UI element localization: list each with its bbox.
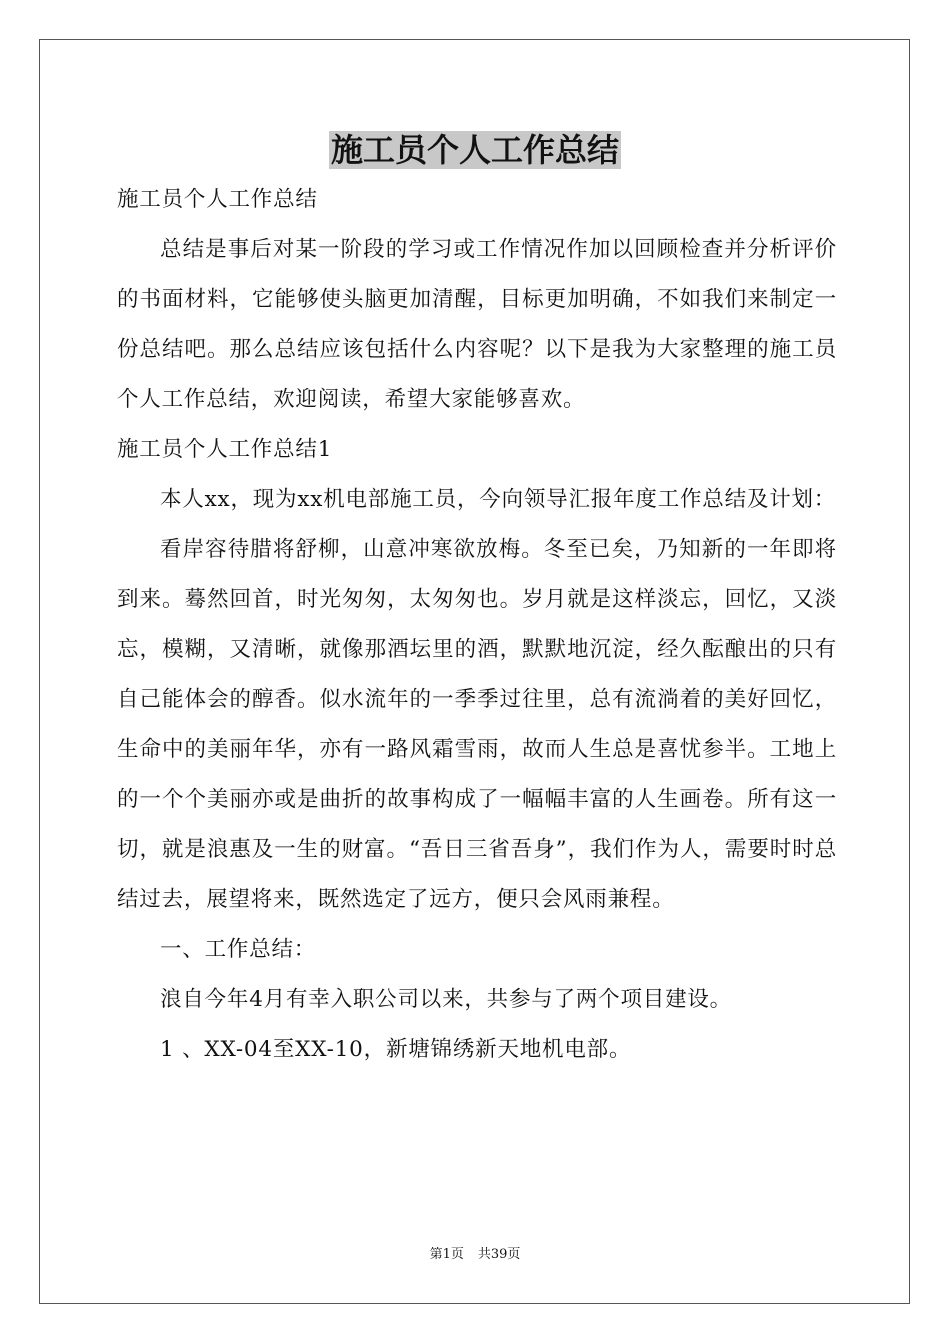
body-paragraph: 施工员个人工作总结1	[117, 437, 333, 462]
page-number: 第1页	[429, 1247, 464, 1262]
document-title-text: 施工员个人工作总结	[330, 131, 619, 169]
body-paragraph: 总结是事后对某一阶段的学习或工作情况作加以回顾检查并分析评价的书面材料，它能够使头脑更加清醒，目标更加明确，不如我们来制定一份总结吧。那么总结应该包括什么内容呢？以下是我为大家整理的施工员个人工作总结，欢迎阅读，希望大家能够喜欢。	[117, 237, 837, 412]
body-paragraph: 本人xx，现为xx机电部施工员，今向领导汇报年度工作总结及计划：	[160, 487, 837, 512]
body-paragraph: 看岸容待腊将舒柳，山意冲寒欲放梅。冬至已矣，乃知新的一年即将到来。蓦然回首，时光匆匆，太匆匆也。岁月就是这样淡忘，回忆，又淡忘，模糊，又清晰，就像那酒坛里的酒，默默地沉淀，经久酝酿出的只有自己能体会的醇香。似水流年的一季季过往里，总有流淌着的美好回忆，生命中的美丽年华，亦有一路风霜雪雨，故而人生总是喜忧参半。工地上的一个个美丽亦或是曲折的故事构成了一幅幅丰富的人生画卷。所有这一切，就是浪惠及一生的财富。“吾日三省吾身”，我们作为人，需要时时总结过去，展望将来，既然选定了远方，便只会风雨兼程。	[117, 537, 837, 912]
page-footer	[0, 1246, 950, 1264]
page-total: 共39页	[477, 1247, 521, 1262]
body-paragraph: 一、工作总结：	[160, 937, 317, 962]
body-paragraph: 浪自今年4月有幸入职公司以来，共参与了两个项目建设。	[160, 987, 732, 1012]
body-paragraph: 施工员个人工作总结	[117, 187, 318, 212]
document-title	[0, 128, 950, 172]
document-body	[117, 175, 837, 1075]
body-paragraph: 1 、XX-04至XX-10，新塘锦绣新天地机电部。	[160, 1037, 632, 1062]
